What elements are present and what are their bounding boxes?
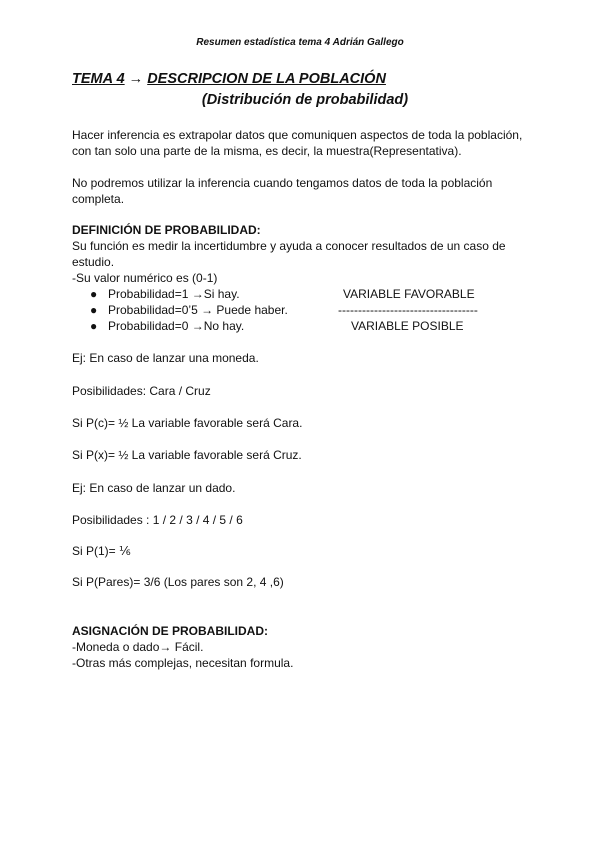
ejemplo-cara: Si P(c)= ½ La variable favorable será Cara. <box>72 416 303 430</box>
bullet-item-1: Probabilidad=1 →Si hay. <box>108 287 240 301</box>
page-subtitle: (Distribución de probabilidad) <box>201 92 409 108</box>
intro-p1-line1: Hacer inferencia es extrapolar datos que comuniquen aspectos de toda la población, <box>72 128 523 142</box>
page-title <box>72 71 386 87</box>
asignacion-line1: -Moneda o dado→ Fácil. <box>72 640 204 654</box>
title-main: DESCRIPCION DE LA POBLACIÓN <box>147 71 386 87</box>
definicion-line1: Su función es medir la incertidumbre y ayuda a conocer resultados de un caso de <box>72 239 506 253</box>
bullet-item-1-label: VARIABLE FAVORABLE <box>343 287 475 301</box>
intro-p2-line2: completa. <box>72 192 125 206</box>
asignacion-line2: -Otras más complejas, necesitan formula. <box>72 656 294 670</box>
ejemplo-pares: Si P(Pares)= 3/6 (Los pares son 2, 4 ,6) <box>72 575 284 589</box>
intro-p1-line2: con tan solo una parte de la misma, es decir, la muestra(Representativa). <box>72 144 462 158</box>
ejemplo-dado-posibilidades: Posibilidades : 1 / 2 / 3 / 4 / 5 / 6 <box>72 513 243 527</box>
asignacion-heading: ASIGNACIÓN DE PROBABILIDAD: <box>72 624 269 638</box>
ejemplo-dado: Ej: En caso de lanzar un dado. <box>72 481 236 495</box>
definicion-line3: -Su valor numérico es (0-1) <box>72 271 218 285</box>
ejemplo-moneda-posibilidades: Posibilidades: Cara / Cruz <box>72 384 211 398</box>
title-prefix: TEMA 4 <box>72 71 125 87</box>
definicion-heading: DEFINICIÓN DE PROBABILIDAD: <box>72 223 261 237</box>
bullet-icon: ● <box>90 319 98 333</box>
bullet-item-3-label: VARIABLE POSIBLE <box>351 319 464 333</box>
bullet-item-2: Probabilidad=0’5 → Puede haber. <box>108 303 288 317</box>
ejemplo-p1: Si P(1)= ⅙ <box>72 544 131 558</box>
intro-p2-line1: No podremos utilizar la inferencia cuando tengamos datos de toda la población <box>72 176 493 190</box>
ejemplo-cruz: Si P(x)= ½ La variable favorable será Cruz. <box>72 448 302 462</box>
bullet-item-2-label: ----------------------------------- <box>338 303 478 317</box>
bullet-item-3: Probabilidad=0 →No hay. <box>108 319 245 333</box>
ejemplo-moneda: Ej: En caso de lanzar una moneda. <box>72 351 259 365</box>
definicion-line2: estudio. <box>72 255 115 269</box>
page-header: Resumen estadística tema 4 Adrián Gallego <box>196 37 404 48</box>
bullet-icon: ● <box>90 287 98 301</box>
bullet-icon: ● <box>90 303 98 317</box>
title-arrow: → <box>124 71 148 87</box>
